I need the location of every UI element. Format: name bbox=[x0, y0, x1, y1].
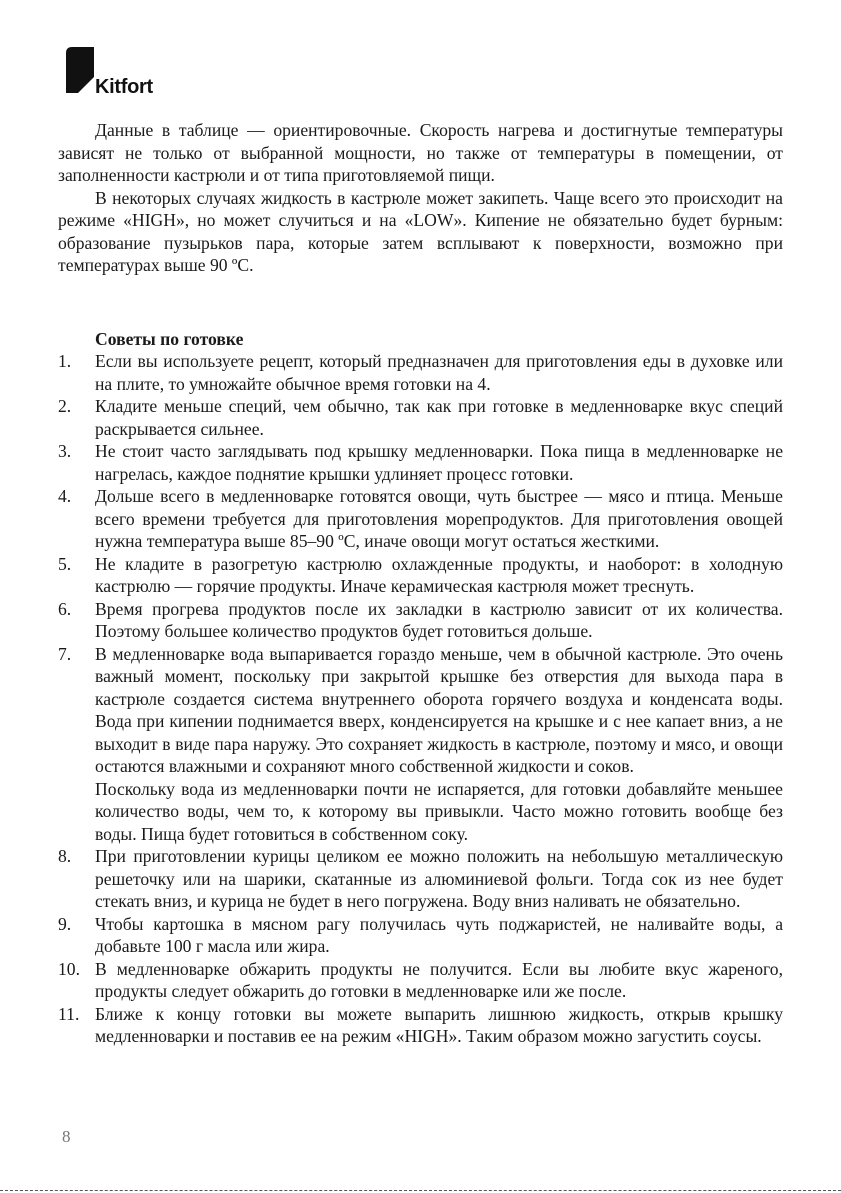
kitfort-logo-icon bbox=[66, 47, 94, 93]
tips-list bbox=[58, 350, 783, 1048]
list-item bbox=[58, 553, 783, 598]
list-item bbox=[58, 598, 783, 643]
list-item bbox=[58, 485, 783, 553]
item-text: Время прогрева продуктов после их закладки в кастрюлю зависит от их количества. Поэтому большее количество продуктов будет готовиться дольше. bbox=[95, 598, 783, 641]
item-text: Если вы используете рецепт, который предназначен для приготовления еды в духовке или на плите, то умножайте обычное время готовки на 4. bbox=[95, 351, 783, 394]
item-number: 7. bbox=[58, 643, 72, 664]
list-item bbox=[58, 440, 783, 485]
item-number: 2. bbox=[58, 396, 72, 416]
intro-paragraph: В некоторых случаях жидкость в кастрюле может закипеть. Чаще всего это происходит на режиме «HIGH», но может случиться и на «LOW». Кипение не обязательно будет бурным: образование пузырьков пара, которые затем всплывают к поверхности, возможно при температурах выше 90 ºС. bbox=[58, 187, 783, 275]
list-item bbox=[58, 913, 783, 958]
item-number: 8. bbox=[58, 846, 72, 866]
intro-paragraph: Данные в таблице — ориентировочные. Скорость нагрева и достигнутые температуры зависят не только от выбранной мощности, но также от температуры в помещении, от заполненности кастрюли и от типа приготовляемой пищи. bbox=[58, 120, 783, 185]
list-item bbox=[58, 958, 783, 1003]
list-item bbox=[58, 350, 783, 395]
tips-heading: Советы по готовке bbox=[95, 328, 244, 349]
item-text: Ближе к концу готовки вы можете выпарить лишнюю жидкость, открыв крышку медленноварки и поставив ее на режим «HIGH». Таким образом можно загустить соусы. bbox=[95, 1003, 783, 1046]
brand-logo bbox=[66, 47, 186, 97]
item-number: 11. bbox=[58, 1003, 80, 1024]
page-edge-divider bbox=[0, 1190, 841, 1191]
brand-name: Kitfort bbox=[95, 76, 153, 98]
item-text: Чтобы картошка в мясном рагу получилась чуть поджаристей, не наливайте воды, а добавьте 100 г масла или жира. bbox=[95, 913, 783, 956]
item-number: 6. bbox=[58, 598, 72, 619]
item-number: 3. bbox=[58, 441, 72, 461]
item-number: 5. bbox=[58, 553, 72, 574]
item-text: Не кладите в разогретую кастрюлю охлажденные продукты, и наоборот: в холодную кастрюлю — горячие продукты. Иначе керамическая кастрюля может треснуть. bbox=[95, 553, 783, 596]
page-content bbox=[58, 119, 783, 1048]
item-text: В медленноварке вода выпаривается гораздо меньше, чем в обычной кастрюле. Это очень важный момент, поскольку при закрытой крышке без отверстия для выхода пара в кастрюле создается система внутреннего оборота горячего воздуха и конденсата воды. Вода при кипении поднимается вверх, конденсируется на крышке и с нее капает вниз, а не выходит в виде пара наружу. Это сохраняет жидкость в кастрюле, поэтому и мясо, и овощи остаются влажными и сохраняют много собственной жидкости и соков. bbox=[95, 643, 783, 776]
item-text: Поскольку вода из медленноварки почти не испаряется, для готовки добавляйте меньшее количество воды, чем то, к которому вы привыкли. Часто можно готовить вообще без воды. Пища будет готовиться в собственном соку. bbox=[95, 778, 783, 844]
item-number: 9. bbox=[58, 913, 72, 934]
list-item bbox=[58, 643, 783, 846]
item-text: В медленноварке обжарить продукты не получится. Если вы любите вкус жареного, продукты следует обжарить до готовки в медленноварке или же после. bbox=[95, 958, 783, 1001]
page-number: 8 bbox=[62, 1127, 71, 1146]
item-text: Кладите меньше специй, чем обычно, так как при готовке в медленноварке вкус специй раскрывается сильнее. bbox=[95, 396, 783, 439]
item-text: При приготовлении курицы целиком ее можно положить на небольшую металлическую решеточку или на шарики, скатанные из алюминиевой фольги. Тогда сок из нее будет стекать вниз, и курица не будет в него погружена. Воду вниз наливать не обязательно. bbox=[95, 846, 783, 911]
item-text: Дольше всего в медленноварке готовятся овощи, чуть быстрее — мясо и птица. Меньше всего времени требуется для приготовления морепродуктов. Для приготовления овощей нужна температура выше 85–90 ºС, иначе овощи могут остаться жесткими. bbox=[95, 486, 783, 551]
item-number: 4. bbox=[58, 486, 72, 506]
item-text: Не стоит часто заглядывать под крышку медленноварки. Пока пища в медленноварке не нагрелась, каждое поднятие крышки удлиняет процесс готовки. bbox=[95, 441, 783, 484]
list-item bbox=[58, 395, 783, 440]
item-number: 10. bbox=[58, 958, 80, 979]
list-item bbox=[58, 1003, 783, 1048]
item-number: 1. bbox=[58, 351, 72, 371]
list-item bbox=[58, 845, 783, 913]
